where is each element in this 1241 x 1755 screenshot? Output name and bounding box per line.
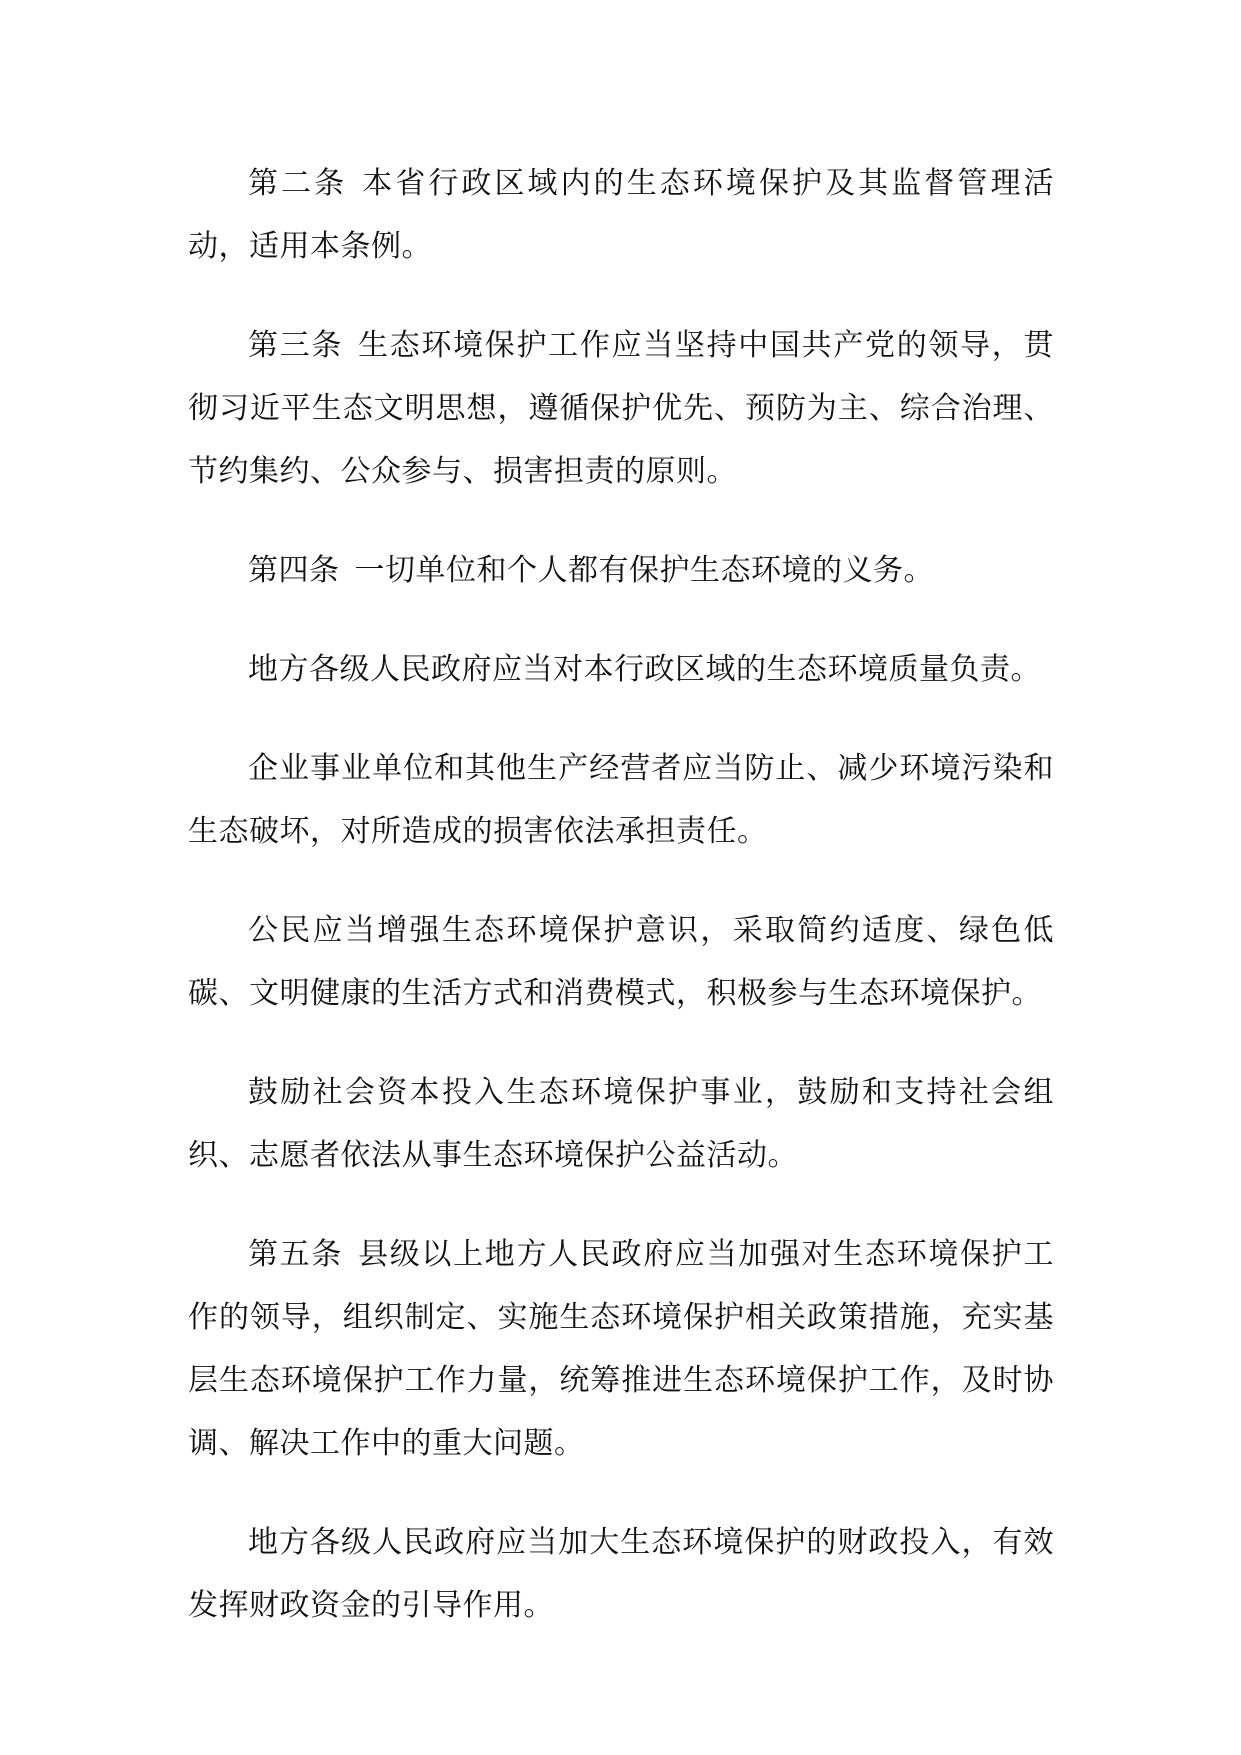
article-number: 第三条 — [248, 328, 344, 363]
paragraph-text: 本省行政区域内的生态环境保护及其监督管理活动，适用本条例。 — [188, 166, 1055, 264]
paragraph-article-4 — [188, 539, 1054, 602]
article-number: 第二条 — [248, 166, 348, 201]
paragraph-text: 地方各级人民政府应当加大生态环境保护的财政投入，有效发挥财政资金的引导作用。 — [188, 1525, 1054, 1623]
paragraph-text: 企业事业单位和其他生产经营者应当防止、减少环境污染和生态破坏，对所造成的损害依法承担责任。 — [188, 751, 1054, 849]
paragraph-article-4-clause-4 — [188, 899, 1054, 1025]
paragraph-text: 一切单位和个人都有保护生态环境的义务。 — [354, 553, 934, 588]
paragraph-text: 县级以上地方人民政府应当加强对生态环境保护工作的领导，组织制定、实施生态环境保护相关政策措施，充实基层生态环境保护工作力量，统筹推进生态环境保护工作，及时协调、解决工作中的重大问题。 — [188, 1237, 1054, 1461]
paragraph-article-5-clause-2 — [188, 1511, 1054, 1637]
paragraph-article-4-clause-5 — [188, 1061, 1054, 1187]
paragraph-text: 地方各级人民政府应当对本行政区域的生态环境质量负责。 — [248, 652, 1041, 687]
paragraph-text: 鼓励社会资本投入生态环境保护事业，鼓励和支持社会组织、志愿者依法从事生态环境保护公益活动。 — [188, 1075, 1054, 1173]
article-number: 第五条 — [248, 1237, 344, 1272]
paragraph-text: 生态环境保护工作应当坚持中国共产党的领导，贯彻习近平生态文明思想，遵循保护优先、预防为主、综合治理、节约集约、公众参与、损害担责的原则。 — [188, 328, 1054, 489]
document-body — [188, 152, 1054, 1673]
article-number: 第四条 — [248, 553, 340, 588]
paragraph-article-4-clause-3 — [188, 737, 1054, 863]
paragraph-article-2 — [188, 152, 1054, 278]
paragraph-text: 公民应当增强生态环境保护意识，采取简约适度、绿色低碳、文明健康的生活方式和消费模式，积极参与生态环境保护。 — [188, 913, 1054, 1011]
paragraph-article-5 — [188, 1223, 1054, 1475]
paragraph-article-3 — [188, 314, 1054, 503]
paragraph-article-4-clause-2 — [188, 638, 1054, 701]
